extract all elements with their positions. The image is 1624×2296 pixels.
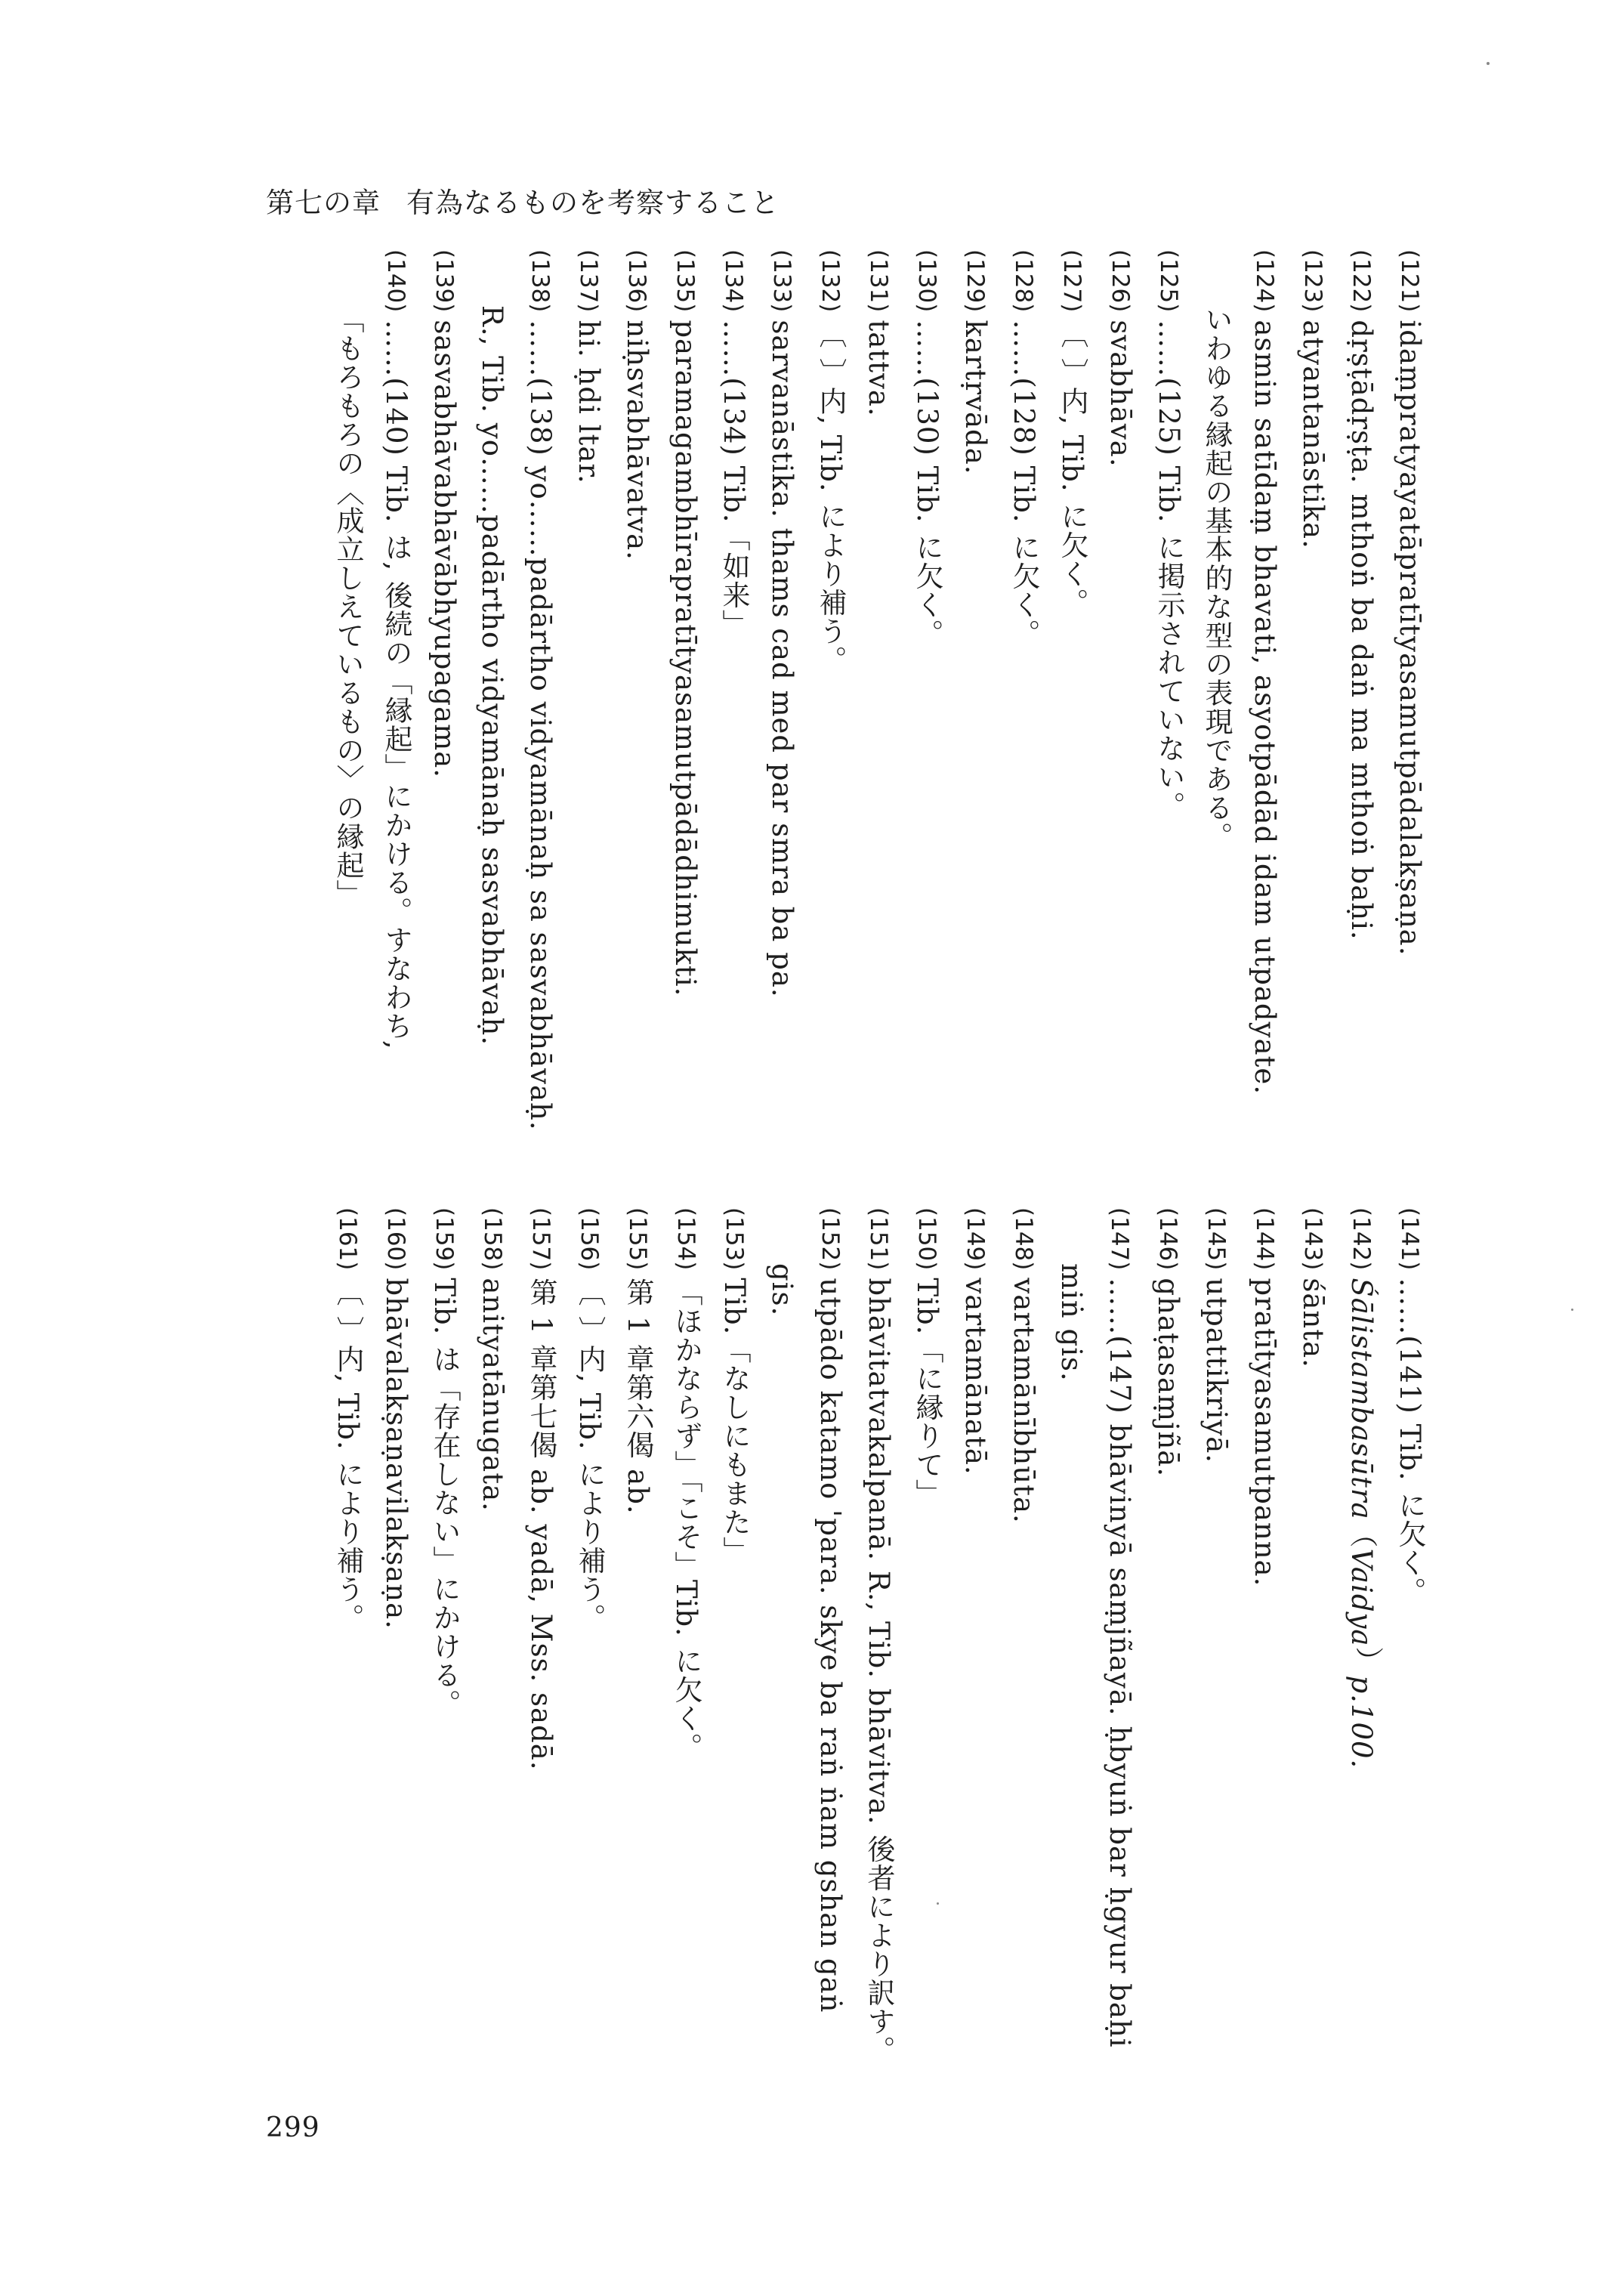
note-147-continuation [1048, 1207, 1095, 2212]
note-text: utpattikriyā. [1200, 1278, 1233, 1464]
note-marker: (128) [1010, 249, 1037, 313]
note-143 [1289, 1207, 1337, 2212]
note-136 [613, 249, 661, 1292]
scan-speck [1571, 1309, 1573, 1311]
note-marker: (153) [721, 1207, 748, 1271]
note-159 [420, 1207, 468, 2212]
note-text: ……(147) bhāvinyā saṃjñayā. ḥbyuṅ bar ḥgyur baḥi [1104, 1278, 1136, 2048]
note-text: bhāvitatvakalpanā. R., Tib. bhāvitva. 後者により訳す。 [863, 1278, 895, 2065]
note-marker: (155) [624, 1207, 651, 1271]
note-marker: (121) [1396, 249, 1423, 313]
note-text: 〔 〕内, Tib. に欠く。 [1056, 320, 1088, 617]
note-144 [1240, 1207, 1289, 2212]
note-126 [1096, 249, 1144, 1292]
page-number: 299 [266, 2112, 320, 2143]
note-text: ……(141) Tib. に欠く。 [1394, 1278, 1426, 1606]
notes-lower-block [323, 1207, 1434, 2212]
note-157 [517, 1207, 565, 2212]
note-text: ……(125) Tib. に掲示されていない。 [1153, 320, 1185, 820]
note-130 [903, 249, 951, 1292]
note-marker: (140) [382, 249, 409, 313]
note-text: asmin satīdaṃ bhavati, asyotpādād idam utpadyate. [1249, 320, 1281, 1095]
note-142 [1337, 1207, 1385, 2212]
note-marker: (161) [334, 1207, 361, 1271]
scan-speck [1487, 62, 1490, 65]
note-text: 「もろもろの〈成立しえているもの〉の縁起」 [332, 305, 364, 908]
note-text: miṅ gis. [1055, 1263, 1088, 1382]
note-156 [565, 1207, 613, 2212]
note-marker: (148) [1010, 1207, 1037, 1271]
note-marker: (139) [431, 249, 458, 313]
note-122 [1337, 249, 1385, 1292]
note-marker: (157) [527, 1207, 554, 1271]
note-text: 「ほかならず」「こそ」Tib. に欠く。 [670, 1278, 702, 1762]
note-marker: (134) [720, 249, 747, 313]
note-146 [1144, 1207, 1192, 2212]
note-text: vartamānatā. [959, 1278, 992, 1476]
note-text: ……(134) Tib.「如来」 [718, 320, 750, 638]
note-140 [372, 249, 420, 1292]
note-marker: (160) [382, 1207, 409, 1271]
note-160 [372, 1207, 420, 2212]
note-158 [468, 1207, 517, 2212]
note-text: hi. ḥdi ltar. [573, 320, 605, 484]
note-text: Tib. は「存在しない」にかける。 [428, 1278, 461, 1719]
note-marker: (143) [1299, 1207, 1326, 1271]
note-148 [999, 1207, 1048, 2212]
note-135 [661, 249, 709, 1292]
note-text: utpādo katamo 'para. skye ba raṅ ṅam gshan gaṅ [814, 1278, 847, 2013]
note-marker: (158) [479, 1207, 506, 1271]
note-marker: (126) [1107, 249, 1134, 313]
note-marker: (154) [672, 1207, 699, 1271]
note-134 [709, 249, 758, 1292]
note-text: atyantanāstika. [1297, 320, 1329, 549]
note-text: pratītyasamutpanna. [1249, 1278, 1281, 1587]
note-text: 〔 〕内, Tib. により補う。 [332, 1278, 364, 1633]
note-161 [323, 1207, 372, 2212]
note-marker: (129) [962, 249, 989, 313]
note-text: vartamānībhūta. [1008, 1278, 1040, 1524]
note-marker: (145) [1203, 1207, 1230, 1271]
note-text: ghaṭasaṃjñā. [1152, 1278, 1184, 1478]
note-marker: (125) [1155, 249, 1182, 313]
note-153 [710, 1207, 758, 2212]
note-marker: (137) [575, 249, 602, 313]
note-marker: (152) [817, 1207, 844, 1271]
note-marker: (144) [1251, 1207, 1278, 1271]
note-marker: (150) [913, 1207, 940, 1271]
note-text: Śālistambasūtra（Vaidya）p.100. [1345, 1278, 1378, 1769]
note-138-continuation [468, 249, 516, 1292]
note-marker: (142) [1348, 1207, 1375, 1271]
note-text: idaṃpratyayatāpratītyasamutpādalakṣaṇa. [1394, 320, 1426, 956]
note-marker: (141) [1396, 1207, 1423, 1271]
note-marker: (151) [865, 1207, 892, 1271]
note-131 [854, 249, 903, 1292]
note-marker: (149) [962, 1207, 989, 1271]
note-121 [1385, 249, 1434, 1292]
note-marker: (132) [817, 249, 844, 313]
note-138 [516, 249, 564, 1292]
note-155 [613, 1207, 662, 2212]
note-marker: (135) [672, 249, 699, 313]
note-text: Tib.「に縁りて」 [911, 1278, 943, 1508]
note-text: いわゆる縁起の基本的な型の表現である。 [1200, 305, 1233, 851]
scan-speck [937, 1902, 939, 1905]
note-127 [1048, 249, 1096, 1292]
note-137 [564, 249, 613, 1292]
note-140-continuation [324, 249, 372, 1292]
note-152-continuation [758, 1207, 806, 2212]
chapter-label: 第七の章 [266, 187, 381, 219]
note-marker: (127) [1058, 249, 1085, 313]
note-133 [758, 249, 806, 1292]
note-marker: (131) [865, 249, 892, 313]
note-text: sasvabhāvabhāvābhyupagama. [428, 320, 461, 779]
running-head [266, 180, 780, 221]
note-text: tattva. [863, 320, 895, 417]
note-124-continuation [1193, 249, 1240, 1292]
note-145 [1192, 1207, 1240, 2212]
note-text: 〔 〕内, Tib. により補う。 [814, 320, 847, 675]
note-text: svabhāva. [1104, 320, 1137, 468]
note-149 [951, 1207, 999, 2212]
note-text: śānta. [1297, 1278, 1329, 1368]
note-text: ……(128) Tib. に欠く。 [1008, 320, 1040, 648]
note-text: Tib.「なしにもまた」 [718, 1278, 751, 1565]
note-marker: (147) [1106, 1207, 1133, 1271]
note-text: ……(130) Tib. に欠く。 [911, 320, 943, 648]
note-marker: (159) [431, 1207, 458, 1271]
note-141 [1385, 1207, 1434, 2212]
note-marker: (130) [913, 249, 940, 313]
note-text: dṛṣṭādṛṣṭa. mthoṅ ba daṅ ma mthoṅ baḥi. [1345, 320, 1378, 941]
note-139 [420, 249, 468, 1292]
note-marker: (156) [576, 1207, 603, 1271]
note-text: paramagambhīrapratītyasamutpādādhimukti. [669, 320, 702, 997]
note-125 [1144, 249, 1193, 1292]
note-152 [806, 1207, 854, 2212]
chapter-subtitle: 有為なるものを考察すること [406, 187, 780, 219]
note-text: R., Tib. yo……padārtho vidyamānaḥ sasvabhāvaḥ. [476, 305, 508, 1046]
note-marker: (124) [1251, 249, 1278, 313]
note-128 [999, 249, 1048, 1292]
note-text: kartṛvāda. [959, 320, 992, 475]
note-129 [951, 249, 999, 1292]
note-154 [662, 1207, 710, 2212]
note-123 [1289, 249, 1337, 1292]
note-text: sarvanāstika. thams cad med par smra ba pa. [766, 320, 798, 998]
note-text: ……(138) yo……padārtho vidyamānaḥ sa sasvabhāvaḥ. [524, 320, 557, 1131]
note-text: 第 1 章第六偈 ab. [622, 1278, 654, 1515]
note-124 [1240, 249, 1289, 1292]
note-marker: (146) [1154, 1207, 1181, 1271]
note-marker: (136) [623, 249, 650, 313]
notes-upper-block [324, 249, 1434, 1292]
note-marker: (138) [526, 249, 554, 313]
note-text: anityatānugata. [477, 1278, 509, 1512]
note-text: 第 1 章第七偈 ab. yadā, Mss. sadā. [525, 1278, 557, 1771]
note-text: niḥsvabhāvatva. [621, 320, 653, 561]
note-marker: (133) [768, 249, 795, 313]
note-text: gis. [766, 1263, 798, 1317]
note-marker: (123) [1299, 249, 1326, 313]
note-marker: (122) [1348, 249, 1375, 313]
note-text: 〔 〕内, Tib. により補う。 [573, 1278, 606, 1633]
note-151 [854, 1207, 903, 2212]
note-150 [903, 1207, 951, 2212]
note-text: bhāvalakṣaṇavilakṣaṇa. [380, 1278, 412, 1630]
note-132 [806, 249, 854, 1292]
note-147 [1095, 1207, 1144, 2212]
note-text: ……(140) Tib. は, 後続の「縁起」にかける。すなわち, [380, 320, 412, 1050]
